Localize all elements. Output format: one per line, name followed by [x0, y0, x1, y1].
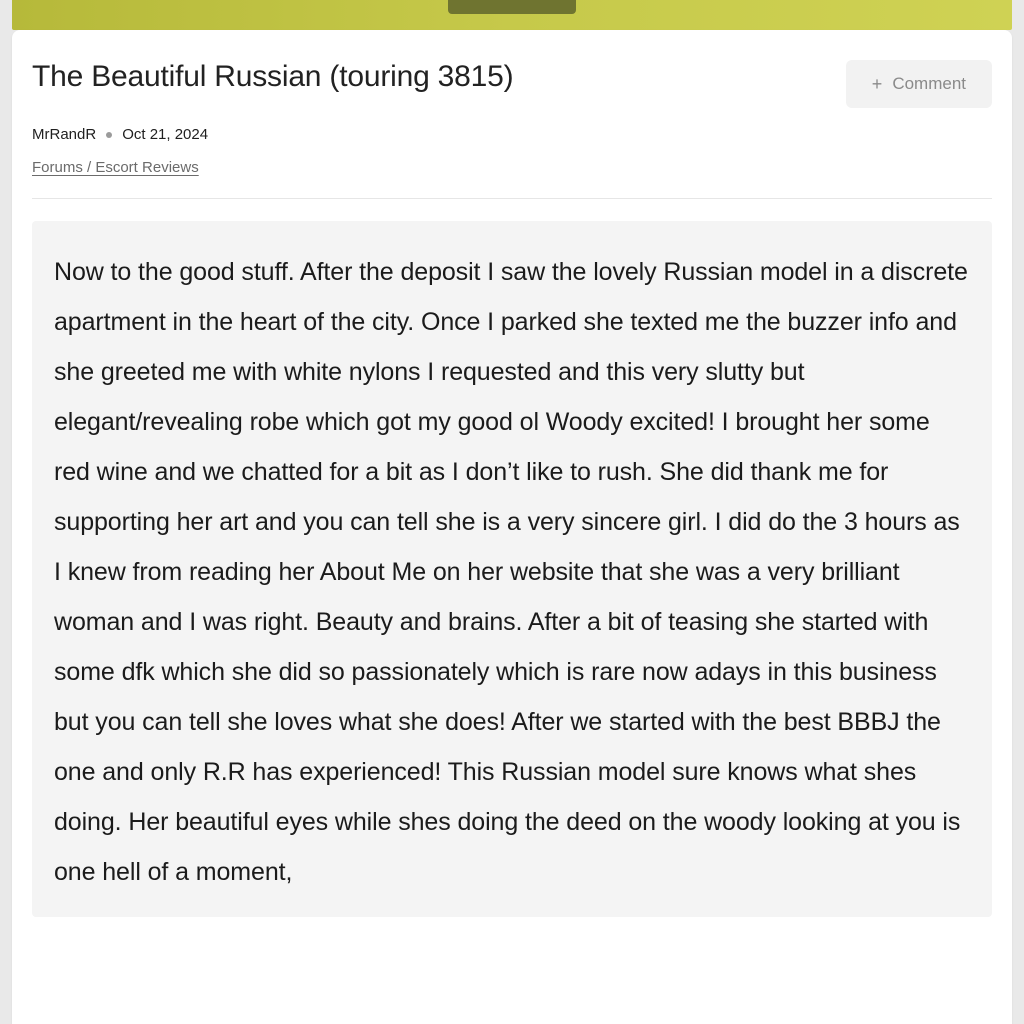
meta-separator-dot	[106, 132, 112, 138]
comment-button-label: Comment	[892, 74, 966, 93]
page-title: The Beautiful Russian (touring 3815)	[32, 60, 514, 93]
post-meta	[32, 126, 992, 143]
post-header	[32, 30, 992, 199]
top-banner	[12, 0, 1012, 30]
post-body	[32, 221, 992, 917]
post-date: Oct 21, 2024	[122, 126, 209, 143]
comment-button[interactable]	[846, 60, 992, 108]
post-card	[12, 30, 1012, 1024]
plus-icon: +	[871, 74, 883, 94]
breadcrumb	[32, 159, 992, 198]
banner-tab-handle[interactable]	[448, 0, 576, 14]
post-author[interactable]: MrRandR	[32, 126, 97, 143]
post-body-text: Now to the good stuff. After the deposit I saw the lovely Russian model in a discrete apartment in the heart of the city. Once I parked she texted me the buzzer info and she greeted me with white nylons I requested and this very slutty but elegant/revealing robe which got my good ol Woody excited! I brought her some red wine and we chatted for a bit as I don’t like to rush. She did thank me for supporting her art and you can tell she is a very sincere girl. I did do the 3 hours as I knew from reading her About Me on her website that she was a very brilliant woman and I was right. Beauty and brains. After a bit of teasing she started with some dfk which she did so passionately which is rare now adays in this business but you can tell she loves what she does! After we started with the best BBBJ the one and only R.R has experienced! This Russian model sure knows what shes doing. Her beautiful eyes while shes doing the deed on the woody looking at you is one hell of a moment,	[54, 258, 968, 886]
breadcrumb-link[interactable]: Forums / Escort Reviews	[32, 159, 199, 176]
title-row	[32, 58, 992, 108]
post-card-inner	[12, 30, 1012, 917]
